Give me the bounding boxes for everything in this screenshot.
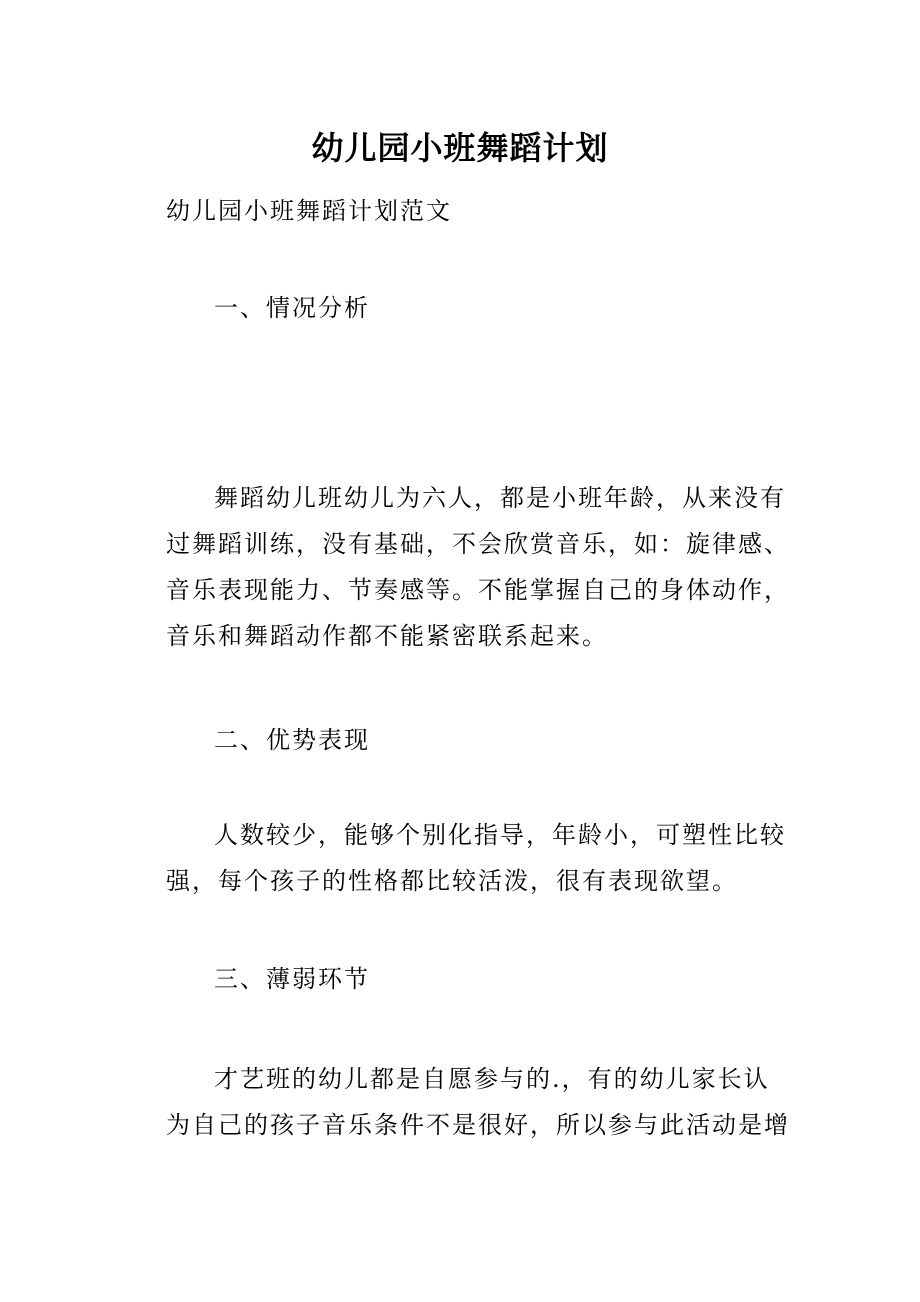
paragraph-line: 舞蹈幼儿班幼儿为六人，都是小班年龄，从来没有 xyxy=(214,484,786,512)
section-paragraph-advantages xyxy=(166,812,786,904)
section-paragraph-weak-points xyxy=(166,1056,790,1148)
paragraph-line: 过舞蹈训练，没有基础，不会欣赏音乐，如：旋律感、 xyxy=(166,530,790,558)
section-heading-weak-points: 三、薄弱环节 xyxy=(214,965,370,993)
paragraph-line: 音乐表现能力、节奏感等。不能掌握自己的身体动作， xyxy=(166,576,790,604)
section-heading-situation-analysis: 一、情况分析 xyxy=(214,294,370,322)
paragraph-line: 人数较少，能够个别化指导，年龄小，可塑性比较 xyxy=(214,821,786,849)
document-subtitle: 幼儿园小班舞蹈计划范文 xyxy=(166,197,452,225)
section-paragraph-situation-analysis xyxy=(166,475,790,659)
paragraph-line: 音乐和舞蹈动作都不能紧密联系起来。 xyxy=(166,622,608,650)
paragraph-line: 为自己的孩子音乐条件不是很好，所以参与此活动是增 xyxy=(166,1111,790,1139)
section-heading-advantages: 二、优势表现 xyxy=(214,726,370,754)
paragraph-line: 才艺班的幼儿都是自愿参与的.，有的幼儿家长认 xyxy=(214,1065,770,1093)
paragraph-line: 强，每个孩子的性格都比较活泼，很有表现欲望。 xyxy=(166,867,738,895)
document-title: 幼儿园小班舞蹈计划 xyxy=(311,129,609,167)
